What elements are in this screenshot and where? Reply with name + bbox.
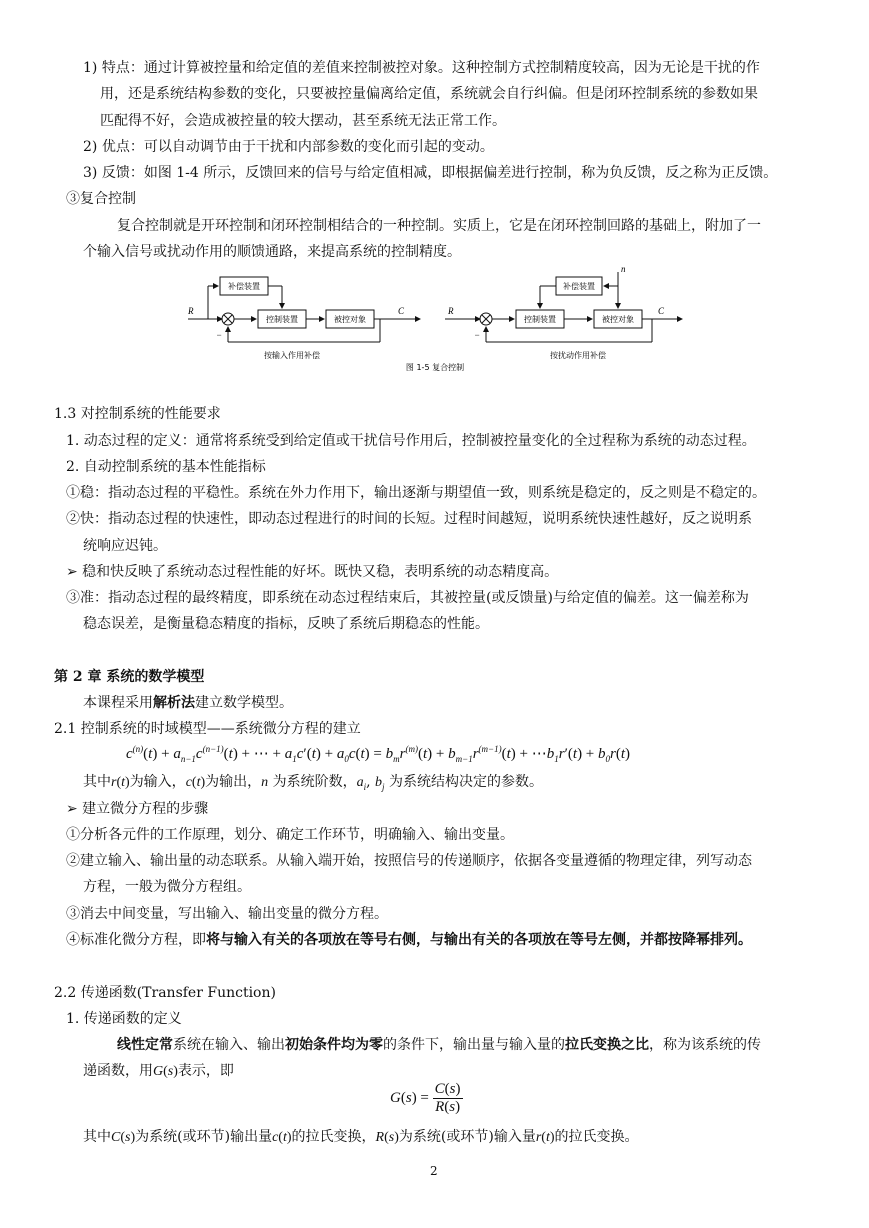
transfer-function-notation: 其中C(s)为系统(或环节)输出量c(t)的拉氏变换，R(s)为系统(或环节)输入量r(t)的拉氏变换。: [83, 1129, 639, 1145]
closed-loop-features-cont2: 匹配得不好，会造成被控量的较大摆动，甚至系统无法正常工作。: [100, 113, 506, 129]
compound-control-desc: 复合控制就是开环控制和闭环控制相结合的一种控制。实质上，它是在闭环控制回路的基础上，附加了一: [117, 218, 761, 234]
step-2: ②建立输入、输出量的动态联系。从输入端开始，按照信号的传递顺序，依据各变量遵循的物理定律，列写动态: [66, 853, 752, 869]
speed-item: ②快：指动态过程的快速性，即动态过程进行的时间的长短。过程时间越短，说明系统快速性越好，反之说明系: [66, 511, 752, 527]
stability-speed-note: ➢ 稳和快反映了系统动态过程性能的好坏。既快又稳，表明系统的动态精度高。: [66, 564, 559, 580]
transfer-function-equation: G(s) = $\frac{C(s)}{R(s)}$: [390, 1081, 461, 1115]
chapter-2-title: 第 2 章 系统的数学模型: [54, 669, 205, 685]
compound-control-desc-cont: 个输入信号或扰动作用的顺馈通路，来提高系统的控制精度。: [83, 244, 461, 260]
stability-item: ①稳：指动态过程的平稳性。系统在外力作用下，输出逐渐与期望值一致，则系统是稳定的，反之则是不稳定的。: [66, 485, 766, 501]
closed-loop-feedback: 3) 反馈：如图 1-4 所示，反馈回来的信号与给定值相减，即根据偏差进行控制，称为负反馈，反之称为正反馈。: [83, 165, 778, 181]
plant-label-right: 被控对象: [602, 315, 634, 324]
accuracy-item-cont: 稳态误差，是衡量稳态精度的指标，反映了系统后期稳态的性能。: [83, 616, 489, 632]
minus-right: −: [474, 330, 481, 340]
section-1-3-title: 1.3 对控制系统的性能要求: [54, 406, 221, 422]
performance-indicators: 2. 自动控制系统的基本性能指标: [66, 459, 266, 475]
compensator-label-left: 补偿装置: [228, 282, 260, 291]
compound-control-heading: ③复合控制: [66, 191, 136, 207]
page-number: 2: [430, 1164, 438, 1178]
transfer-function-definition-heading: 1. 传递函数的定义: [66, 1011, 182, 1027]
label-C-left: C: [398, 306, 405, 316]
closed-loop-features-cont: 用，还是系统结构参数的变化，只要被控量偏离给定值，系统就会自行纠偏。但是闭环控制系统的参数如果: [100, 86, 758, 102]
differential-equation: $c^{(n)}(t) + a_{n-1}c^{(n-1)}(t)$ + ⋯ + $a_1c'(t) + a_0c(t) = b_mr^{(m)}(t) + b_{m-1}r^{(m-1)}(t)$ + $\cdots b_1r'(t) + b_0r(t)$: [126, 744, 631, 764]
plant-label-left: 被控对象: [334, 315, 366, 324]
compensator-label-right: 补偿装置: [563, 282, 595, 291]
step-4: ④标准化微分方程，即将与输入有关的各项放在等号右侧，与输出有关的各项放在等号左侧，并都按降幂排列。: [66, 932, 752, 948]
equation-variables-line: 其中r(t)为输入，c(t)为输出，n 为系统阶数，$a_i$, $b_j$ 为系统结构决定的参数。: [83, 774, 543, 792]
label-C-right: C: [658, 306, 665, 316]
analytic-method-line: 本课程采用解析法建立数学模型。: [83, 695, 293, 711]
label-n: n: [621, 264, 626, 274]
dynamic-process-definition: 1. 动态过程的定义：通常将系统受到给定值或干扰信号作用后，控制被控量变化的全过程称为系统的动态过程。: [66, 433, 756, 449]
label-R-left: R: [188, 306, 194, 316]
section-2-2-title: 2.2 传递函数(Transfer Function): [54, 985, 276, 1001]
step-2-cont: 方程，一般为微分方程组。: [83, 879, 251, 895]
accuracy-item: ③准：指动态过程的最终精度，即系统在动态过程结束后，其被控量(或反馈量)与给定值的偏差。这一偏差称为: [66, 590, 749, 606]
transfer-function-definition: 线性定常系统在输入、输出初始条件均为零的条件下，输出量与输入量的拉氏变换之比，称为该系统的传: [117, 1037, 761, 1053]
figure-caption: 图 1-5 复合控制: [405, 363, 465, 372]
minus-left: −: [216, 330, 223, 340]
step-3: ③消去中间变量，写出输入、输出变量的微分方程。: [66, 906, 388, 922]
transfer-function-definition-cont: 递函数，用G(s)表示，即: [83, 1063, 234, 1079]
step-1: ①分析各元件的工作原理，划分、确定工作环节，明确输入、输出变量。: [66, 827, 514, 843]
compound-control-diagram: [180, 262, 700, 374]
controller-label-left: 控制装置: [266, 315, 298, 324]
label-R-right: R: [448, 306, 454, 316]
controller-label-right: 控制装置: [524, 315, 556, 324]
speed-item-cont: 统响应迟钝。: [83, 538, 167, 554]
section-2-1-title: 2.1 控制系统的时域模型——系统微分方程的建立: [54, 721, 361, 737]
right-diagram-caption: 按扰动作用补偿: [550, 351, 606, 360]
closed-loop-advantage: 2) 优点：可以自动调节由于干扰和内部参数的变化而引起的变动。: [83, 139, 494, 155]
left-diagram-caption: 按输入作用补偿: [264, 351, 320, 360]
steps-heading: ➢ 建立微分方程的步骤: [66, 801, 209, 817]
closed-loop-features: 1) 特点：通过计算被控量和给定值的差值来控制被控对象。这种控制方式控制精度较高，因为无论是干扰的作: [83, 60, 760, 76]
